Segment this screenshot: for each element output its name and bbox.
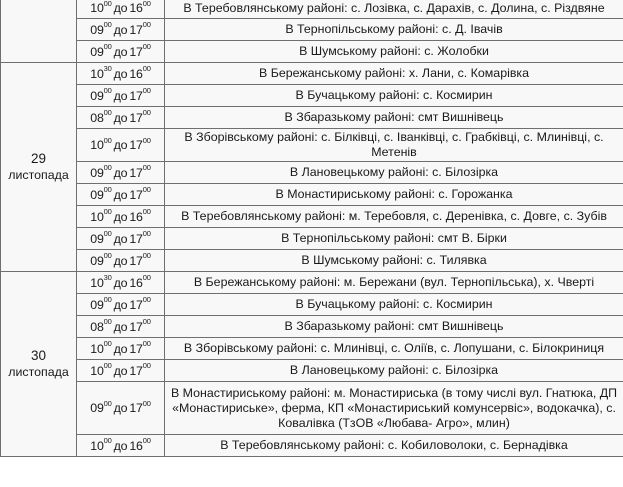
start-hour: 09 <box>90 88 104 103</box>
to-label: до <box>113 110 128 125</box>
to-label: до <box>113 401 128 415</box>
to-label: до <box>113 165 128 180</box>
locations-cell: В Збаразькому районі: смт Вишнівець <box>165 316 623 338</box>
schedule-row <box>1 338 623 360</box>
end-minutes: 00 <box>142 398 151 408</box>
end-hour: 17 <box>129 22 143 37</box>
schedule-row <box>1 250 623 272</box>
time-range-cell <box>77 228 165 250</box>
time-range-cell <box>77 316 165 338</box>
schedule-row <box>1 19 623 41</box>
end-hour: 16 <box>129 209 143 224</box>
start-hour: 10 <box>90 209 104 224</box>
end-hour: 17 <box>129 253 143 268</box>
to-label: до <box>113 66 128 81</box>
locations-cell: В Монастириському районі: с. Горожанка <box>165 184 623 206</box>
start-minutes: 00 <box>103 361 112 371</box>
start-minutes: 30 <box>103 273 112 283</box>
schedule-row <box>1 316 623 338</box>
end-hour: 17 <box>129 297 143 312</box>
to-label: до <box>113 341 128 356</box>
date-day: 29 <box>30 151 47 166</box>
start-minutes: 00 <box>103 185 112 195</box>
end-minutes: 00 <box>142 251 151 261</box>
schedule-row <box>1 382 623 435</box>
start-hour: 10 <box>90 341 104 356</box>
schedule-row <box>1 63 623 85</box>
start-hour: 10 <box>90 438 104 453</box>
start-minutes: 00 <box>103 108 112 118</box>
schedule-row <box>1 184 623 206</box>
end-minutes: 00 <box>142 20 151 30</box>
schedule-row <box>1 228 623 250</box>
start-minutes: 00 <box>103 42 112 52</box>
time-range-cell <box>77 63 165 85</box>
end-hour: 17 <box>129 401 143 415</box>
end-minutes: 00 <box>142 295 151 305</box>
start-minutes: 00 <box>103 295 112 305</box>
start-minutes: 00 <box>103 163 112 173</box>
date-cell <box>1 63 77 272</box>
to-label: до <box>113 438 128 453</box>
to-label: до <box>113 209 128 224</box>
schedule-row <box>1 294 623 316</box>
schedule-row <box>1 162 623 184</box>
to-label: до <box>113 275 128 290</box>
locations-cell: В Шумському районі: с. Тилявка <box>165 250 623 272</box>
locations-cell: В Бережанському районі: м. Бережани (вул. Тернопільська), х. Чверті <box>165 272 623 294</box>
to-label: до <box>113 297 128 312</box>
locations-cell: В Бучацькому районі: с. Космирин <box>165 85 623 107</box>
end-minutes: 00 <box>142 86 151 96</box>
locations-cell: В Тернопільському районі: смт В. Бірки <box>165 228 623 250</box>
end-minutes: 00 <box>142 108 151 118</box>
locations-cell: В Збаразькому районі: смт Вишнівець <box>165 107 623 129</box>
end-hour: 17 <box>129 319 143 334</box>
to-label: до <box>113 138 128 152</box>
time-range-cell <box>77 382 165 435</box>
locations-cell: В Шумському районі: с. Жолобки <box>165 41 623 63</box>
end-minutes: 00 <box>142 229 151 239</box>
end-minutes: 00 <box>142 163 151 173</box>
end-minutes: 00 <box>142 185 151 195</box>
schedule-row <box>1 0 623 19</box>
time-range-cell <box>77 19 165 41</box>
locations-cell: В Теребовлянському районі: с. Кобиловолоки, с. Бернадівка <box>165 435 623 457</box>
end-minutes: 00 <box>142 339 151 349</box>
to-label: до <box>113 187 128 202</box>
end-minutes: 00 <box>142 64 151 74</box>
end-minutes: 00 <box>142 42 151 52</box>
start-hour: 09 <box>90 297 104 312</box>
to-label: до <box>113 22 128 37</box>
end-minutes: 00 <box>142 135 151 145</box>
end-hour: 17 <box>129 138 143 152</box>
time-range-cell <box>77 250 165 272</box>
end-minutes: 00 <box>142 361 151 371</box>
schedule-row <box>1 129 623 162</box>
locations-cell: В Теребовлянському районі: с. Лозівка, с. Дарахів, с. Долина, с. Різдвяне <box>165 0 623 19</box>
end-hour: 16 <box>129 1 143 15</box>
start-hour: 10 <box>90 275 104 290</box>
end-minutes: 00 <box>142 0 151 8</box>
to-label: до <box>113 1 128 15</box>
locations-cell: В Зборівському районі: с. Білківці, с. Іванківці, с. Грабківці, с. Млинівці, с. Метенів <box>165 129 623 162</box>
start-minutes: 00 <box>103 436 112 446</box>
start-minutes: 00 <box>103 135 112 145</box>
time-range-cell <box>77 162 165 184</box>
start-minutes: 00 <box>103 339 112 349</box>
start-minutes: 00 <box>103 207 112 217</box>
date-day: 30 <box>30 348 47 363</box>
to-label: до <box>113 319 128 334</box>
time-range-cell <box>77 294 165 316</box>
to-label: до <box>113 253 128 268</box>
start-hour: 09 <box>90 22 104 37</box>
locations-cell: В Лановецькому районі: с. Білозірка <box>165 162 623 184</box>
end-hour: 16 <box>129 66 143 81</box>
start-hour: 09 <box>90 44 104 59</box>
start-hour: 09 <box>90 253 104 268</box>
start-minutes: 00 <box>103 251 112 261</box>
to-label: до <box>113 88 128 103</box>
date-cell <box>1 0 77 63</box>
start-hour: 09 <box>90 187 104 202</box>
end-hour: 16 <box>129 438 143 453</box>
start-hour: 09 <box>90 165 104 180</box>
time-range-cell <box>77 0 165 19</box>
date-month: листопада <box>8 365 69 379</box>
end-hour: 17 <box>129 44 143 59</box>
time-range-cell <box>77 206 165 228</box>
end-hour: 17 <box>129 363 143 378</box>
schedule-row <box>1 85 623 107</box>
locations-cell: В Тернопільському районі: с. Д. Івачів <box>165 19 623 41</box>
locations-cell: В Зборівському районі: с. Млинівці, с. Оліїв, с. Лопушани, с. Білокриниця <box>165 338 623 360</box>
end-hour: 17 <box>129 88 143 103</box>
time-range-cell <box>77 338 165 360</box>
schedule-row <box>1 435 623 457</box>
end-hour: 17 <box>129 187 143 202</box>
schedule-row <box>1 107 623 129</box>
time-range-cell <box>77 360 165 382</box>
to-label: до <box>113 44 128 59</box>
start-hour: 10 <box>90 66 104 81</box>
time-range-cell <box>77 41 165 63</box>
start-hour: 10 <box>90 363 104 378</box>
start-minutes: 00 <box>103 229 112 239</box>
end-minutes: 00 <box>142 273 151 283</box>
to-label: до <box>113 363 128 378</box>
start-hour: 08 <box>90 110 104 125</box>
end-hour: 17 <box>129 110 143 125</box>
schedule-row <box>1 206 623 228</box>
end-minutes: 00 <box>142 317 151 327</box>
end-hour: 16 <box>129 275 143 290</box>
start-hour: 09 <box>90 401 104 415</box>
start-hour: 10 <box>90 138 104 152</box>
end-hour: 17 <box>129 165 143 180</box>
time-range-cell <box>77 85 165 107</box>
start-minutes: 30 <box>103 64 112 74</box>
start-hour: 10 <box>90 1 104 15</box>
locations-cell: В Бережанському районі: х. Лани, с. Комарівка <box>165 63 623 85</box>
date-cell <box>1 272 77 457</box>
locations-cell: В Лановецькому районі: с. Білозірка <box>165 360 623 382</box>
start-hour: 08 <box>90 319 104 334</box>
schedule-body <box>1 0 623 457</box>
locations-cell: В Бучацькому районі: с. Космирин <box>165 294 623 316</box>
time-range-cell <box>77 129 165 162</box>
start-minutes: 00 <box>103 86 112 96</box>
time-range-cell <box>77 107 165 129</box>
date-month: листопада <box>8 168 69 182</box>
end-hour: 17 <box>129 231 143 246</box>
end-minutes: 00 <box>142 207 151 217</box>
start-minutes: 00 <box>103 0 112 8</box>
to-label: до <box>113 231 128 246</box>
time-range-cell <box>77 272 165 294</box>
end-hour: 17 <box>129 341 143 356</box>
schedule-row <box>1 41 623 63</box>
time-range-cell <box>77 435 165 457</box>
schedule-row <box>1 272 623 294</box>
start-minutes: 00 <box>103 398 112 408</box>
start-minutes: 00 <box>103 317 112 327</box>
start-hour: 09 <box>90 231 104 246</box>
locations-cell: В Монастириському районі: м. Монастириська (в тому числі вул. Гнатюка, ДП «Монастириське», ферма, КП «Монастириський комунсервіс», водокачка), с. Ковалівка (ТзОВ «Любава- Агро», млин) <box>165 382 623 435</box>
schedule-row <box>1 360 623 382</box>
time-range-cell <box>77 184 165 206</box>
start-minutes: 00 <box>103 20 112 30</box>
locations-cell: В Теребовлянському районі: м. Теребовля, с. Деренівка, с. Довге, с. Зубів <box>165 206 623 228</box>
end-minutes: 00 <box>142 436 151 446</box>
